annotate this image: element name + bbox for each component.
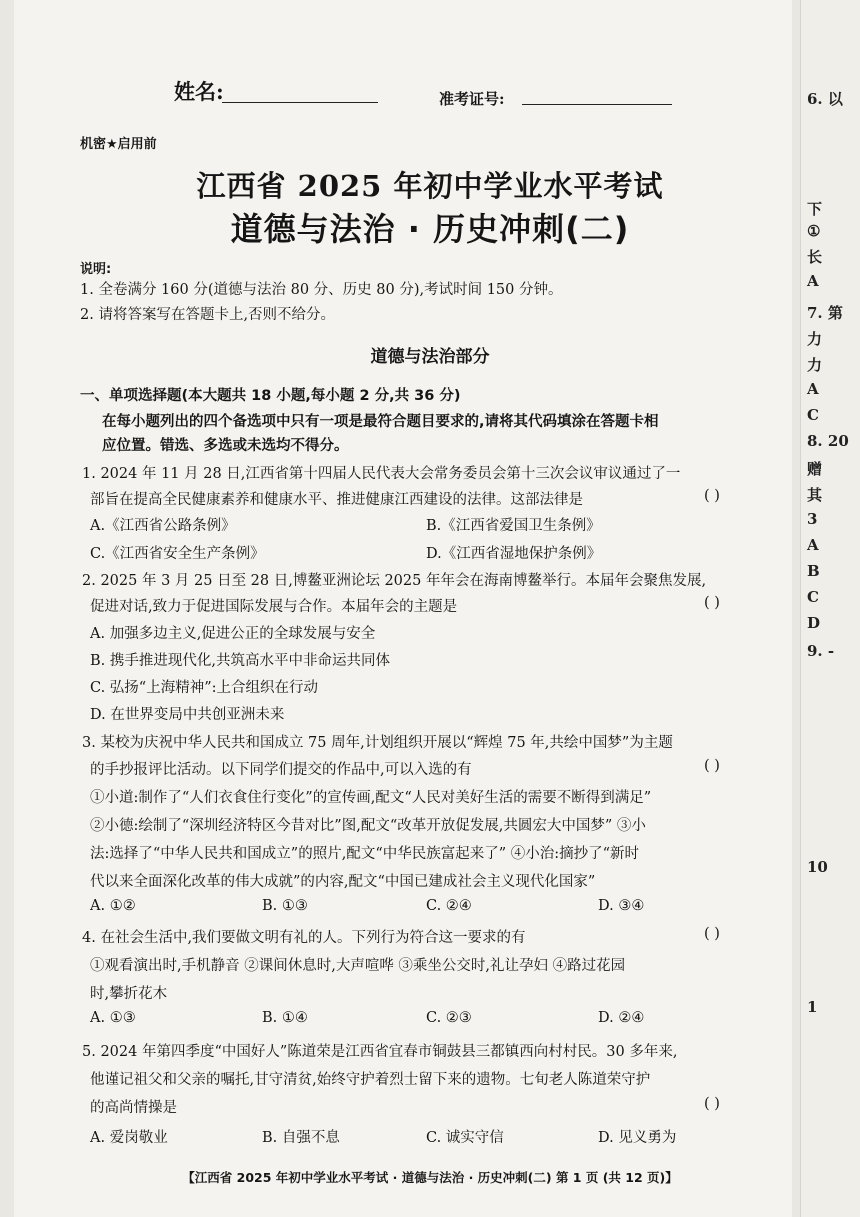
side-fragment: 下	[807, 200, 823, 218]
question-4-line: 时,攀折花木	[90, 986, 168, 1002]
question-2-line: 促进对话,致力于促进国际发展与合作。本届年会的主题是	[90, 599, 458, 615]
question-4-line: ①观看演出时,手机静音 ②课间休息时,大声喧哗 ③乘坐公交时,礼让孕妇 ④路过花园	[90, 958, 626, 974]
q5-option-c: C. 诚实守信	[426, 1130, 504, 1146]
side-fragment: A	[807, 380, 819, 398]
q4-option-b: B. ①④	[262, 1010, 308, 1026]
section-title: 道德与法治部分	[370, 347, 490, 367]
name-blank	[222, 102, 378, 103]
instruction-line: 应位置。错选、多选或未选均不得分。	[102, 438, 349, 454]
answer-paren: ( )	[704, 758, 720, 774]
q4-option-c: C. ②③	[426, 1010, 472, 1026]
question-5-line: 5. 2024 年第四季度“中国好人”陈道荣是江西省宜春市铜鼓县三都镇西向村村民。30 多年来,	[82, 1044, 678, 1060]
notes-heading: 说明:	[80, 262, 112, 277]
side-fragment: B	[807, 562, 820, 580]
q3-option-b: B. ①③	[262, 898, 308, 914]
q4-option-d: D. ②④	[598, 1010, 645, 1026]
side-fragment: 9. -	[807, 642, 835, 660]
exam-title: 江西省 2025 年初中学业水平考试	[196, 169, 664, 203]
note-item: 1. 全卷满分 160 分(道德与法治 80 分、历史 80 分),考试时间 150 分钟。	[80, 282, 563, 298]
side-fragment: 长	[807, 248, 823, 266]
q1-option-d: D.《江西省湿地保护条例》	[426, 546, 602, 562]
side-fragment: 1	[807, 998, 818, 1016]
question-3-line: ①小道:制作了“人们衣食住行变化”的宣传画,配文“人民对美好生活的需要不断得到满足”	[90, 790, 652, 806]
question-3-line: 3. 某校为庆祝中华人民共和国成立 75 周年,计划组织开展以“辉煌 75 年,共绘中国梦”为主题	[82, 735, 673, 751]
side-fragment: 8. 20	[807, 432, 849, 450]
instruction-line: 在每小题列出的四个备选项中只有一项是最符合题目要求的,请将其代码填涂在答题卡相	[102, 414, 659, 430]
q2-option-a: A. 加强多边主义,促进公正的全球发展与安全	[90, 626, 376, 642]
page-footer: 【江西省 2025 年初中学业水平考试 · 道德与法治 · 历史冲刺(二) 第 1 页 (共 12 页)】	[182, 1170, 678, 1185]
q5-option-d: D. 见义勇为	[598, 1130, 677, 1146]
answer-paren: ( )	[704, 488, 720, 504]
question-5-line: 的高尚情操是	[90, 1100, 177, 1116]
q5-option-a: A. 爱岗敬业	[90, 1130, 168, 1146]
question-3-line: 的手抄报评比活动。以下同学们提交的作品中,可以入选的有	[90, 762, 472, 778]
q1-option-a: A.《江西省公路条例》	[90, 518, 236, 534]
exam-id-label: 准考证号:	[439, 90, 505, 108]
q3-option-a: A. ①②	[90, 898, 136, 914]
exam-id-blank	[522, 104, 672, 105]
side-fragment: 力	[807, 330, 823, 348]
part-heading: 一、单项选择题(本大题共 18 小题,每小题 2 分,共 36 分)	[80, 388, 461, 404]
answer-paren: ( )	[704, 595, 720, 611]
side-fragment: 7. 第	[807, 304, 843, 322]
question-4-line: 4. 在社会生活中,我们要做文明有礼的人。下列行为符合这一要求的有	[82, 930, 526, 946]
next-page-edge	[800, 0, 860, 1217]
q2-option-c: C. 弘扬“上海精神”:上合组织在行动	[90, 680, 319, 696]
q4-option-a: A. ①③	[90, 1010, 136, 1026]
side-fragment: A	[807, 536, 819, 554]
q3-option-d: D. ③④	[598, 898, 645, 914]
q3-option-c: C. ②④	[426, 898, 472, 914]
side-fragment: C	[807, 406, 819, 424]
side-fragment: 力	[807, 356, 823, 374]
confidential-mark: 机密★启用前	[80, 137, 157, 152]
question-3-line: 代以来全面深化改革的伟大成就”的内容,配文“中国已建成社会主义现代化国家”	[90, 874, 596, 890]
side-fragment: 赠	[807, 460, 823, 478]
q2-option-b: B. 携手推进现代化,共筑高水平中非命运共同体	[90, 653, 390, 669]
name-label: 姓名:	[174, 79, 224, 104]
side-fragment: D	[807, 614, 821, 632]
question-2-line: 2. 2025 年 3 月 25 日至 28 日,博鳌亚洲论坛 2025 年年会在海南博鳌举行。本届年会聚焦发展,	[82, 573, 707, 589]
answer-paren: ( )	[704, 926, 720, 942]
q1-option-b: B.《江西省爱国卫生条例》	[426, 518, 601, 534]
question-1-line: 1. 2024 年 11 月 28 日,江西省第十四届人民代表大会常务委员会第十三次会议审议通过了一	[82, 466, 681, 482]
exam-page	[14, 0, 792, 1217]
side-fragment: 3	[807, 510, 818, 528]
note-item: 2. 请将答案写在答题卡上,否则不给分。	[80, 307, 336, 323]
question-3-line: ②小德:绘制了“深圳经济特区今昔对比”图,配文“改革开放促发展,共圆宏大中国梦” ③小	[90, 818, 646, 834]
side-fragment: C	[807, 588, 819, 606]
side-fragment: A	[807, 272, 819, 290]
side-fragment: 其	[807, 486, 823, 504]
q2-option-d: D. 在世界变局中共创亚洲未来	[90, 707, 285, 723]
q5-option-b: B. 自强不息	[262, 1130, 340, 1146]
question-5-line: 他谨记祖父和父亲的嘱托,甘守清贫,始终守护着烈士留下来的遗物。七旬老人陈道荣守护	[90, 1072, 651, 1088]
question-3-line: 法:选择了“中华人民共和国成立”的照片,配文“中华民族富起来了” ④小治:摘抄了“新时	[90, 846, 640, 862]
answer-paren: ( )	[704, 1096, 720, 1112]
question-1-line: 部旨在提高全民健康素养和健康水平、推进健康江西建设的法律。这部法律是	[90, 492, 583, 508]
side-fragment: ①	[807, 222, 821, 240]
exam-subtitle: 道德与法治 · 历史冲刺(二)	[230, 210, 630, 248]
side-fragment: 10	[807, 858, 828, 876]
q1-option-c: C.《江西省安全生产条例》	[90, 546, 265, 562]
side-fragment: 6. 以	[807, 90, 843, 108]
